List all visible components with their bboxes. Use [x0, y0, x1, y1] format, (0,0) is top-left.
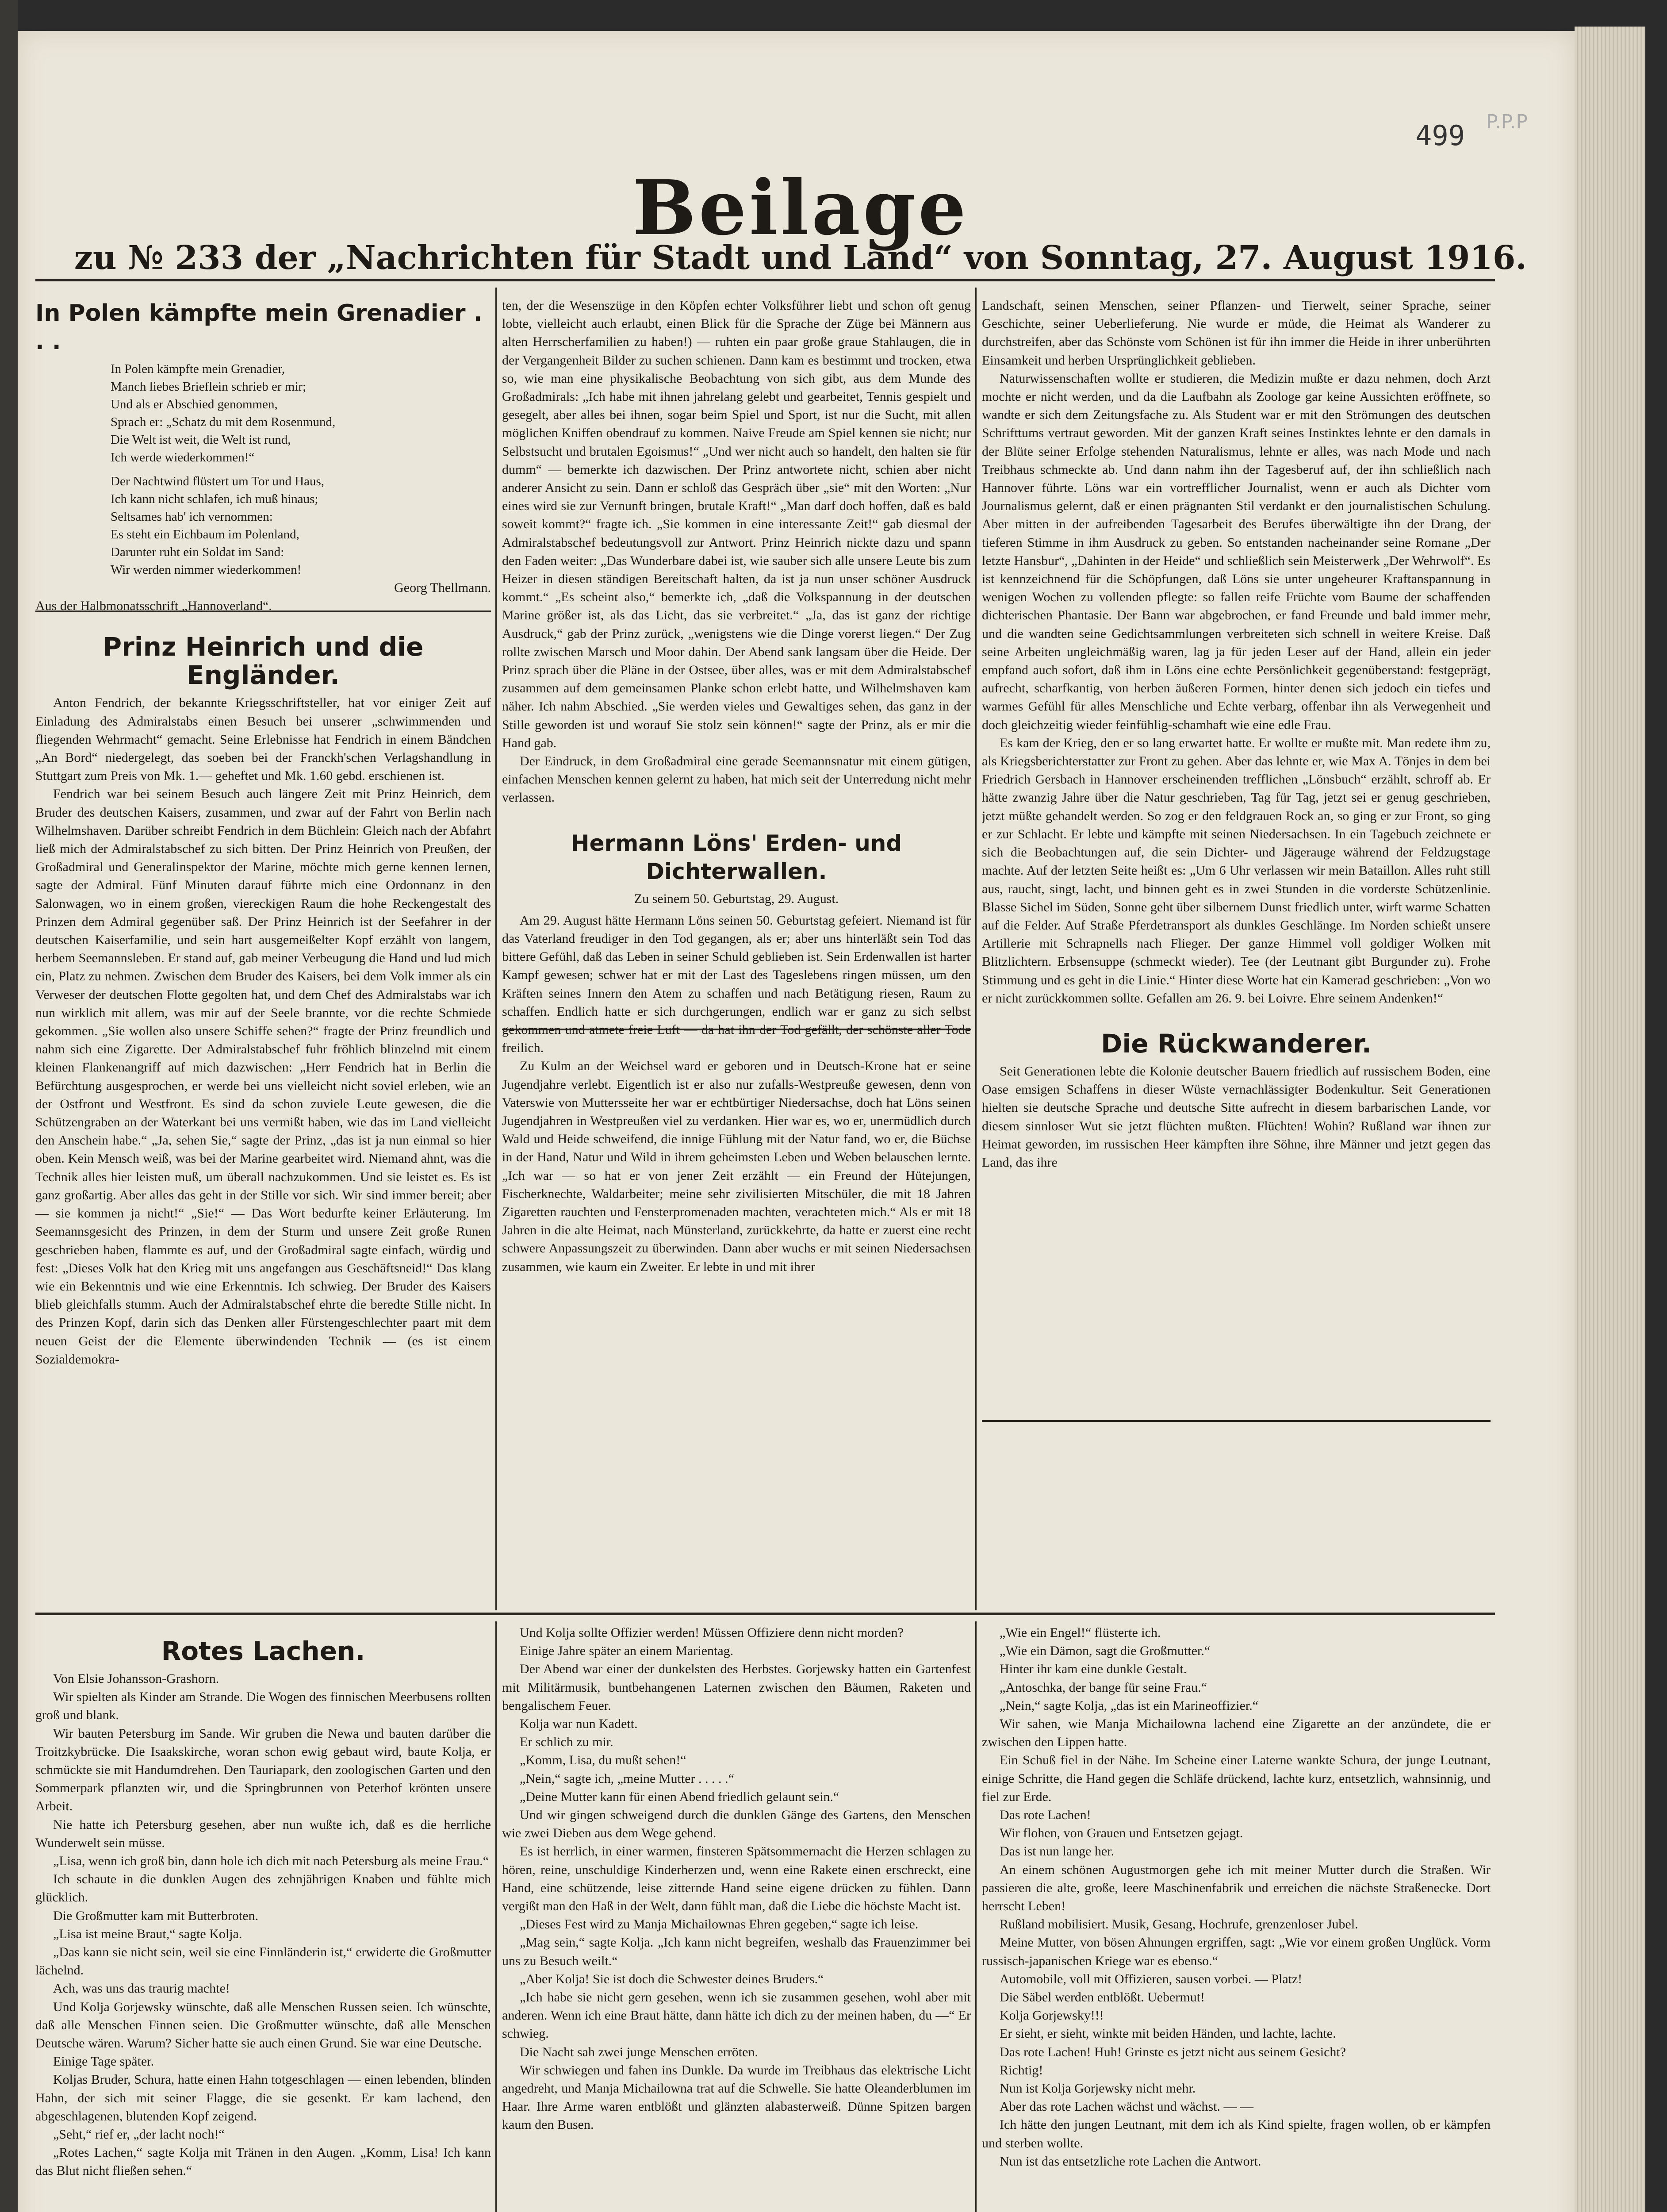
lachen-p51: Aber das rote Lachen wächst und wächst. — — [1000, 2099, 1253, 2114]
lachen-p32: „Wie ein Dämon, sagt die Großmutter.“ [1000, 1644, 1211, 1659]
masthead-rule [35, 279, 1495, 281]
lachen-p15: Und Kolja sollte Offizier werden! Müssen Offiziere denn nicht morden? [520, 1625, 904, 1640]
headline-polen: In Polen kämpfte mein Grenadier . . . [35, 300, 483, 355]
lachen-p13: „Seht,“ rief er, „der lacht noch!“ [53, 2127, 225, 2142]
lachen-p25: „Dieses Fest wird zu Manja Michailownas Ehren gegeben,“ sagte ich leise. [520, 1917, 919, 1932]
lachen-column-2 [502, 1624, 971, 2212]
loens-paragraph-2: Zu Kulm an der Weichsel ward er geboren und in Deutsch-Krone hat er seine Jugendjahre verlebt. Eigentlich ist er also nur zufalls-Westpreuße gewesen, denn von Vaterswie von Muttersseite her war er echtbürtiger Niedersachse, doch hat Löns seinen Jugendjahren in Westpreußen viel zu verdanken. Hier war es, wo er, unermüdlich durch Wald und Heide schweifend, die innige Fühlung mit der Natur fand, wo er, die Büchse in der Hand, Natur und Wild in ihrem geheimsten Leben und Weben belauschen lernte. „Ich war — so hat er von jener Zeit erzählt — ein Freund der Hütejungen, Fischerknechte, Waldarbeiter; meine sehr zivilisierten Mitschüler, die mit 18 Jahren Zigaretten rauchten und Fensterpromenaden machten, verachteten mich.“ Als er mit 18 Jahren in die alte Heimat, nach Münsterland, zurückkehrte, da hatte er zuerst eine recht schwere Anpassungszeit zu überwinden. Dann aber wuchs er mit seinen Niedersachsen zusammen, wie kaum ein Zweiter. Er lebte in und mit ihrer [502, 1059, 971, 1274]
masthead-subtitle: zu № 233 der „Nachrichten für Stadt und Land“ von Sonntag, 27. August 1916. [74, 239, 1527, 277]
heinrich-paragraph-1: Anton Fendrich, der bekannte Kriegsschriftsteller, hat vor einiger Zeit auf Einladung des Admiralstabs einen Besuch bei unserer „schwimmenden und fliegenden Wehrmacht“ gemacht. Seine Erlebnisse hat Fendrich in einem Bändchen „An Bord“ niedergelegt, das soeben bei der Franckh'schen Verlagshandlung in Stuttgart zum Preis von Mk. 1.— geheftet und Mk. 1.60 gebd. erschienen ist. [35, 695, 491, 783]
lachen-p36: Wir sahen, wie Manja Michailowna lachend eine Zigarette an der anzündete, die er zwischen den Lippen hatte. [982, 1717, 1491, 1750]
lachen-p49: Richtig! [1000, 2062, 1043, 2078]
lachen-p3: Nie hatte ich Petersburg gesehen, aber nun wußte ich, daß es die herrliche Wunderwelt sein müsse. [35, 1817, 491, 1850]
poem-stanza-1: In Polen kämpfte mein Grenadier, Manch liebes Brieflein schrieb er mir; Und als er Abschied genommen, Sprach er: „Schatz du mit dem Rosenmund, Die Welt ist weit, die Welt ist rund, Ich werde wiederkommen!“ [111, 362, 336, 465]
lachen-p21: „Nein,“ sagte ich, „meine Mutter . . . . .“ [520, 1771, 734, 1786]
lachen-p5: Ich schaute in die dunklen Augen des zehnjährigen Knaben und fühlte mich glücklich. [35, 1872, 491, 1905]
lachen-p6: Die Großmutter kam mit Butterbroten. [53, 1908, 259, 1923]
page-number: 499 [1415, 119, 1465, 152]
column-3 [982, 296, 1491, 1610]
subhead-loens: Zu seinem 50. Geburtstag, 29. August. [634, 891, 839, 906]
column-divider-1 [495, 288, 497, 1610]
poem-stanza-2: Der Nachtwind flüstert um Tor und Haus, Ich kann nicht schlafen, ich muß hinaus; Seltsames hab' ich vernommen: Es steht ein Eichbaum im Polenland, Darunter ruht ein Soldat im Sand: Wir werden nimmer wiederkommen! [111, 474, 325, 577]
lachen-p40: Das ist nun lange her. [1000, 1844, 1115, 1859]
column-divider-4 [975, 1621, 977, 2212]
lachen-p42: Rußland mobilisiert. Musik, Gesang, Hochrufe, grenzenloser Jubel. [1000, 1917, 1358, 1932]
lachen-p16: Einige Jahre später an einem Marientag. [520, 1644, 734, 1659]
lachen-p10: Und Kolja Gorjewsky wünschte, daß alle Menschen Russen seien. Ich wünschte, daß alle Menschen Finnen seien. Die Großmutter wünschte, daß alle Menschen Deutsche wären. Warum? Sicher hatte sie auch einen Grund. Sie war eine Deutsche. [35, 1999, 491, 2051]
poem-source: Aus der Halbmonatsschrift „Hannoverland“. [35, 599, 272, 614]
lachen-p50: Nun ist Kolja Gorjewsky nicht mehr. [1000, 2081, 1196, 2096]
lachen-p53: Nun ist das entsetzliche rote Lachen die Antwort. [1000, 2154, 1261, 2169]
lachen-p38: Das rote Lachen! [1000, 1808, 1091, 1823]
lachen-p14: „Rotes Lachen,“ sagte Kolja mit Tränen in den Augen. „Komm, Lisa! Ich kann das Blut nicht fließen sehen.“ [35, 2145, 491, 2178]
lachen-p17: Der Abend war einer der dunkelsten des Herbstes. Gorjewsky hatten ein Gartenfest mit Militärmusik, buntbehangenen Laternen zwischen den Bäumen, Raketen und bengalischem Feuer. [502, 1662, 971, 1713]
rueckwanderer-paragraph-1: Seit Generationen lebte die Kolonie deutscher Bauern friedlich auf russischem Boden, eine Oase emsigen Schaffens in dieser Wüste vernachlässigter Bodenkultur. Seit Generationen hielten sie deutsche Sprache und deutsche Sitte aufrecht in diesem barbarischen Lande, vor diesem sinnloser Wut sie jetzt flüchten mußten. Flüchten! Wohin? Rußland war ihnen zur Heimat geworden, im russischen Heer kämpften ihre Söhne, ihre Männer und jetzt gegen das Land, das ihre [982, 1064, 1491, 1170]
lachen-p11: Einige Tage später. [53, 2054, 154, 2069]
lachen-p2: Wir bauten Petersburg im Sande. Wir gruben die Newa und bauten darüber die Troitzkybrücke. Die Isaakskirche, woran schon ewig gebaut wird, baute Kolja, er schmückte sie mit Handumdrehen. Den Tauriapark, den zoologischen Garten und den Sommerpark pflanzten wir, und die Springbrunnen von Peterhof krönten unsere Arbeit. [35, 1726, 491, 1814]
pencil-mark: P.P.P [1486, 111, 1528, 133]
lachen-p23: Und wir gingen schweigend durch die dunklen Gänge des Gartens, den Menschen wie zwei Dieben aus dem Wege gehend. [502, 1808, 971, 1841]
lachen-p7: „Lisa ist meine Braut,“ sagte Kolja. [53, 1926, 242, 1941]
loens-paragraph-5: Es kam der Krieg, den er so lang erwartet hatte. Er wollte er mußte mit. Man redete ihm zu, als Kriegsberichterstatter zur Front zu gehen. Aber das lehnte er, wie Max A. Tönjes in dem bei Friedrich Gersbach in Hannover erscheinenden trefflichen „Lönsbuch“ erzählt, schroff ab. Er hätte zwanzig Jahre über die Natur geschrieben, Tag für Tag, jetzt sei er genug geschrieben, jetzt müßte gehandelt werden. So zog er den feldgrauen Rock an, so ging er zur Front, so ging er zur Schlacht. Er lebte und kämpfte mit seinen Niedersachsen. In ein Tagebuch zeichnete er sich die Beobachtungen auf, die sein Dichter- und Jägerauge während der Feldzugstage machte. Auf der letzten Seite heißt es: „Um 6 Uhr verlassen wir mein Bataillon. Alles ruht still aus, raucht, singt, lacht, und binnen geht es in zwei Stunden in die vorderste Schützenlinie. Blasse Sichel im Süden, Sonne geht über silbernem Dunst friedlich unter, wirft warme Schatten auf die Felder. Auf Straße Pferdetransport als dunkles Geschlänge. Im Norden schießt unsere Artillerie mit Schrapnells nach Flieger. Der ganze Himmel voll goldiger Wolken mit Blitzlichtern. Erbsensuppe (schmeckt wieder). Tee (der Leutnant gibt Burgunder zu). Frohe Stimmung und es geht in die Linie.“ Hinter diese Worte hat ein Kamerad geschrieben: „Von wo er nicht zurückkommen sollte. Gefallen am 26. 9. bei Loivre. Ehre seinem Andenken!“ [982, 735, 1491, 1006]
lachen-p8: „Das kann sie nicht sein, weil sie eine Finnländerin ist,“ erwiderte die Großmutter lächelnd. [35, 1945, 491, 1978]
column-1 [35, 296, 491, 1610]
lachen-p28: „Ich habe sie nicht gern gesehen, wenn ich sie zusammen gesehen, wohl aber mit anderen. Wenn ich eine Braut hätte, dann hätte ich dich zu der meinen haben, du —“ Er schwieg. [502, 1990, 971, 2041]
heinrich-paragraph-2: Fendrich war bei seinem Besuch auch längere Zeit mit Prinz Heinrich, dem Bruder des deutschen Kaisers, zusammen, und zwar auf der Fahrt von Berlin nach Wilhelmshaven. Darüber schreibt Fendrich in dem Büchlein: Gleich nach der Abfahrt ließ mich der Admiralstabschef zu sich bitten. Der Prinz Heinrich von Preußen, der Großadmiral und Generalinspektor der Marine, möchte mich gerne kennen lernen, sagte der Admiral. Fünf Minuten darauf führte mich eine Ordonnanz in den Salonwagen, wo in einem großen, viereckigen Raum die hohe Reckengestalt des Prinzen dem Admiral gegenüber saß. Der Prinz Heinrich ist der Seefahrer in der deutschen Kaiserfamilie, und sein hart ausgemeißelter Kopf erzählt von langem, herbem Seemannsleben. Er stand auf, gab meiner Verbeugung die Hand und lud mich ein, Platz zu nehmen. Zwischen dem Bruder des Kaisers, bei dem Volk immer als ein Verweser der deutschen Flotte gegolten hat, und dem Chef des Admiralstabs war ich nun wirklich mit allem, was mir auf der Seele brannte, vor die rechte Schmiede gekommen. „Sie wollen also unsere Schiffe sehen?“ fragte der Prinz freundlich und nahm sich eine Zigarette. Der Admiralstabschef fuhr fröhlich blinzelnd mit einem kleinen Flankenangriff auf mich dazwischen: „Herr Fendrich hat in Berlin die Befürchtung ausgesprochen, er werde bei uns vielleicht nicht soviel erleben, wie an der Ostfront und Westfront. Es sind da schon zuviele Leute gewesen, die die Schützengraben an der Waterkant bei uns vermißt haben, wie das im Land vielleicht den Anschein habe.“ „Ja, sehen Sie,“ sagte der Prinz, „das ist ja nun einmal so hier oben. Kein Mensch weiß, was bei der Marine gearbeitet wird. Niemand ahnt, was die Technik alles hier leisten muß, um überall nachzukommen. Und sie leistet es. Es ist ganz großartig. Aber alles das geht in der Stille vor sich. Wir sind immer bereit; aber — sie kommen ja nicht!“ „Sie!“ — Das Wort bedurfte keiner Erläuterung. Im Seemannsgesicht des Prinzen, in dem der Sturm und unsere Zeit große Runen geschrieben haben, flammte es auf, und der Großadmiral sagte einfach, würdig und fest: „Dieses Volk hat den Krieg mit uns angefangen aus Geschäftsneid!“ Das klang wie ein Bekenntnis und wie eine Erkenntnis. Ich schwieg. Der Bruder des Kaisers blieb gleichfalls stumm. Auch der Admiralstabschef ehrte die beredte Stille nicht. In des Prinzen Kopf, darin sich das Denken aller Fürstengeschlechter paart mit dem neuen Geist der die Elemente überwindenden Technik — (es ist einem Sozialdemokra- [35, 787, 491, 1367]
lachen-byline: Von Elsie Johansson-Grashorn. [53, 1671, 219, 1686]
loens-paragraph-3: Landschaft, seinen Menschen, seiner Pflanzen- und Tierwelt, seiner Sprache, seiner Geschichte, seiner Ueberlieferung. Nie wurde er müde, die Heimat als Wanderer zu durchstreifen, aber das Schönste vom Schönen ist für ihn immer die Heide in ihrer unberührten Einsamkeit und herben Ursprünglichkeit geblieben. [982, 298, 1491, 368]
headline-rueckwanderer: Die Rückwanderer. [1101, 1028, 1372, 1059]
lachen-p43: Meine Mutter, von bösen Ahnungen ergriffen, sagt: „Wie vor einem großen Unglück. Vorm russisch-japanischen Kriege war es ebenso.“ [982, 1935, 1491, 1968]
lachen-p48: Das rote Lachen! Huh! Grinste es jetzt nicht aus seinem Gesicht? [1000, 2044, 1346, 2059]
headline-lachen: Rotes Lachen. [161, 1636, 365, 1666]
masthead-title: Beilage [632, 164, 969, 252]
column-divider-2 [975, 288, 977, 1610]
lachen-p24: Es ist herrlich, in einer warmen, finsteren Spätsommernacht die Herzen schlagen zu hören, reine, unschuldige Kinderherzen und, wenn eine Rakete einen erschreckt, eine Hand, eine schützende, leise zitternde Hand seine eigene drücken zu fühlen. Dann vergißt man den Haß in der Welt, dann fühlt man, daß die Liebe die höchste Macht ist. [502, 1844, 971, 1914]
book-page-edges [1575, 27, 1645, 2212]
lachen-p45: Die Säbel werden entblößt. Uebermut! [1000, 1990, 1205, 2005]
newspaper-page [18, 31, 1575, 2212]
lachen-p30: Wir schwiegen und fahen ins Dunkle. Da wurde im Treibhaus das elektrische Licht angedreht, und Manja Michailowna trat auf die Schwelle. Sie hatte Oleanderblumen im Haar. Ihre Arme waren entblößt und glänzten alabasterweiß. Dünne Spitzen bargen kaum den Busen. [502, 2062, 971, 2132]
lachen-p31: „Wie ein Engel!“ flüsterte ich. [1000, 1625, 1161, 1640]
column-2 [502, 296, 971, 1610]
loens-paragraph-4: Naturwissenschaften wollte er studieren, die Medizin mußte er dazu nehmen, doch Arzt mochte er nicht werden, und da die Laufbahn als Zoologe gar keine Aussichten eröffnete, so wandte er sich dem Zeitungsfache zu. Als Student war er mit den Strömungen des deutschen Schrifttums vertraut geworden. Mit der ganzen Kraft seines Instinktes lehnte er den damals in der Blüte seiner Erfolge stehenden Naturalismus, lehnte er alles, was nach Mode und nach Treibhaus schmeckte ab. Und dann nahm ihn der Tagesberuf auf, der ihn schließlich nach Hannover führte. Löns war ein vortrefflicher Journalist, wenn er auch als Dichter vom Journalismus gelernt, daß er einen prägnanten Stil verdankt er den journalistischen Schulung. Aber mitten in der aufreibenden Tagesarbeit des Berufes überwältigte ihn der Drang, der tieferen Stimme in ihm Ausdruck zu geben. So entstanden nacheinander seine Romane „Der letzte Hansbur“, „Dahinten in der Heide“ und schließlich sein Meisterwerk „Der Wehrwolf“. Es ist kennzeichnend für die Schöpfungen, daß Löns sie unter ungeheurer Kraftanspannung in wenigen Wochen zu vollenden pflegte: so fallen reife Früchte vom Baume der schaffenden dichterischen Phantasie. Der Bann war abgebrochen, er fand Freunde und bald immer mehr, und die wandten seine Gedichtsammlungen verbreiteten sich schnell in weitere Kreise. Daß seine Arbeiten ungleichmäßig waren, lag ja für jeden Leser auf der Hand, allein ein jeder empfand auch sofort, daß ihm in Löns eine echte Persönlichkeit gegenüberstand: festgeprägt, aufrecht, scharfkantig, von herben äußeren Formen, hinter denen sich jedoch ein tiefes und warmes Gefühl für alles Menschliche und Echte verbarg, offenbar ihn als Verwegenheit und doch gleichzeitig wieder feinfühlig-schamhaft wie eine edle Frau. [982, 371, 1491, 732]
headline-heinrich: Prinz Heinrich und die Engländer. [103, 632, 424, 691]
lachen-p20: „Komm, Lisa, du mußt sehen!“ [520, 1753, 686, 1768]
section-rule [35, 1613, 1495, 1615]
lachen-p29: Die Nacht sah zwei junge Menschen erröten. [520, 2044, 758, 2059]
lachen-p34: „Antoschka, der bange für seine Frau.“ [1000, 1680, 1207, 1695]
column-divider-3 [495, 1621, 497, 2212]
poem-author: Georg Thellmann. [394, 580, 491, 595]
lachen-p19: Er schlich zu mir. [520, 1735, 613, 1750]
lachen-p1: Wir spielten als Kinder am Strande. Die Wogen des finnischen Meerbusens rollten groß und blank. [35, 1690, 491, 1723]
lachen-p26: „Mag sein,“ sagte Kolja. „Ich kann nicht begreifen, weshalb das Frauenzimmer bei uns zu Besuch weilt.“ [502, 1935, 971, 1968]
lachen-p27: „Aber Kolja! Sie ist doch die Schwester deines Bruders.“ [520, 1971, 824, 1986]
lachen-p41: An einem schönen Augustmorgen gehe ich mit meiner Mutter durch die Straßen. Wir passieren die alte, große, leere Maschinenfabrik und erreichen die nächste Straßenecke. Dort herrscht Leben! [982, 1862, 1491, 1914]
lachen-p9: Ach, was uns das traurig machte! [53, 1981, 230, 1996]
loens-paragraph-1: Am 29. August hätte Hermann Löns seinen 50. Geburtstag gefeiert. Niemand ist für das Vaterland freudiger in den Tod gegangen, als er; aber uns hinterläßt sein Tod das bittere Gefühl, daß das Leben in seiner Schuld geblieben ist. Sein Erdenwallen ist harter Kampf gewesen; schwer hat er mit der Last des Tageslebens ringen müssen, um den Kräften seines Innern den Atem zu schaffen und nach Betätigung riesen, Raum zu schaffen. Endlich hatte er sich durchgerungen, endlich war er ganz zu sich selbst gekommen und atmete freie Luft — da hat ihn der Tod gefällt, der schönste aller Tode freilich. [502, 913, 971, 1056]
lachen-p46: Kolja Gorjewsky!!! [1000, 2008, 1104, 2023]
heinrich-paragraph-4: Der Eindruck, in dem Großadmiral eine gerade Seemannsnatur mit einem gütigen, einfachen Menschen kennen gelernt zu haben, hat mich seit der Unterredung nicht mehr verlassen. [502, 754, 971, 805]
lachen-p12: Koljas Bruder, Schura, hatte einen Hahn totgeschlagen — einen lebenden, blinden Hahn, der sich mit seiner Flagge, die sie gesenkt. Er kam lachend, den abgeschlagenen, blutenden Kopf zeigend. [35, 2072, 491, 2124]
headline-loens: Hermann Löns' Erden- und Dichterwallen. [571, 830, 902, 884]
lachen-p4: „Lisa, wenn ich groß bin, dann hole ich dich mit nach Petersburg als meine Frau.“ [53, 1854, 489, 1869]
lachen-column-1 [35, 1624, 491, 2212]
lachen-p22: „Deine Mutter kann für einen Abend friedlich gelaunt sein.“ [520, 1789, 839, 1804]
lachen-p37: Ein Schuß fiel in der Nähe. Im Scheine einer Laterne wankte Schura, der junge Leutnant, einige Schritte, die Hand gegen die Schläfe drückend, lachte kurz, entsetzlich, wahnsinnig, und fiel zur Erde. [982, 1753, 1491, 1804]
lachen-p44: Automobile, voll mit Offizieren, sausen vorbei. — Platz! [1000, 1971, 1303, 1986]
heinrich-paragraph-3: ten, der die Wesenszüge in den Köpfen echter Volksführer liebt und schon oft genug lobte, vielleicht auch erlaubt, einen Blick für die Sprache der Züge bei Männern aus alten Herrscherfamilien zu haben!) — ruhten ein paar große graue Stahlaugen, die in der Vergangenheit Bilder zu suchen schienen. Dann kam es bestimmt und trocken, etwa so, wie man eine physikalische Beobachtung von sich gibt, aus dem Munde des Großadmirals: „Ich habe mit ihnen jahrelang gelebt und gearbeitet, Tennis gespielt und gesegelt, aber alles bei ihnen, sogar beim Spiel und Sport, ist nur die Sucht, mit allen möglichen Kniffen obendrauf zu kommen. Naive Freude am Spiel kennen sie nicht; nur Selbstsucht und brutalen Egoismus!“ „Und wer nicht auch so handelt, den halten sie für dumm“ — bemerkte ich dazwischen. Der Prinz antwortete nicht, schien aber nicht anderer Ansicht zu sein. Dann er schloß das Gespräch über „sie“ mit den Worten: „Nur eines wird sie zur Vernunft bringen, brutale Kraft!“ „Man darf doch hoffen, daß es bald soweit kommt?“ fragte ich. „Sie kommen in eine interessante Zeit!“ gab diesmal der Admiralstabschef bedeutungsvoll zur Antwort. Prinz Heinrich nickte dazu und spann den Faden weiter: „Das Wunderbare dabei ist, wie sauber sich alle unsere Leute bis zum Heizer in diesen ständigen Bereitschaft halten, da ist ja nun unser schöner Ausdruck kommt.“ „Es scheint also,“ bemerkte ich, „daß die Volkspannung in der deutschen Marine größer ist, als das Licht, das sie verbreitet.“ „Ja, das ist ganz der richtige Ausdruck,“ gab der Prinz zurück, „wenigstens wie die Dinge vorerst liegen.“ Der Zug rollte zwischen Marsch und Moor dahin. Der Abend sank langsam über die Heide. Der Prinz sprach über die Pläne in der Ostsee, über alles, was er mit dem Admiralstabschef zusammen auf dem gemeinsamen Planke schon erlebt hatte, und Wilhelmshaven kam näher. Ich nahm Abschied. „Sie werden vieles und Gewaltiges sehen, das ganz in der Stille geworden ist und worauf Sie stolz sein können!“ sagte der Prinz, als er mir die Hand gab. [502, 298, 971, 750]
lachen-p33: Hinter ihr kam eine dunkle Gestalt. [1000, 1662, 1187, 1677]
lachen-p35: „Nein,“ sagte Kolja, „das ist ein Marineoffizier.“ [1000, 1698, 1259, 1713]
lachen-column-3 [982, 1624, 1491, 2212]
scan-backdrop [0, 0, 18, 2212]
lachen-p18: Kolja war nun Kadett. [520, 1717, 638, 1732]
lachen-p47: Er sieht, er sieht, winkte mit beiden Händen, und lachte, lachte. [1000, 2026, 1336, 2041]
lachen-p52: Ich hätte den jungen Leutnant, mit dem ich als Kind spielte, fragen wollen, ob er kämpfen und sterben wollte. [982, 2117, 1491, 2151]
lachen-p39: Wir flohen, von Grauen und Entsetzen gejagt. [1000, 1826, 1243, 1841]
